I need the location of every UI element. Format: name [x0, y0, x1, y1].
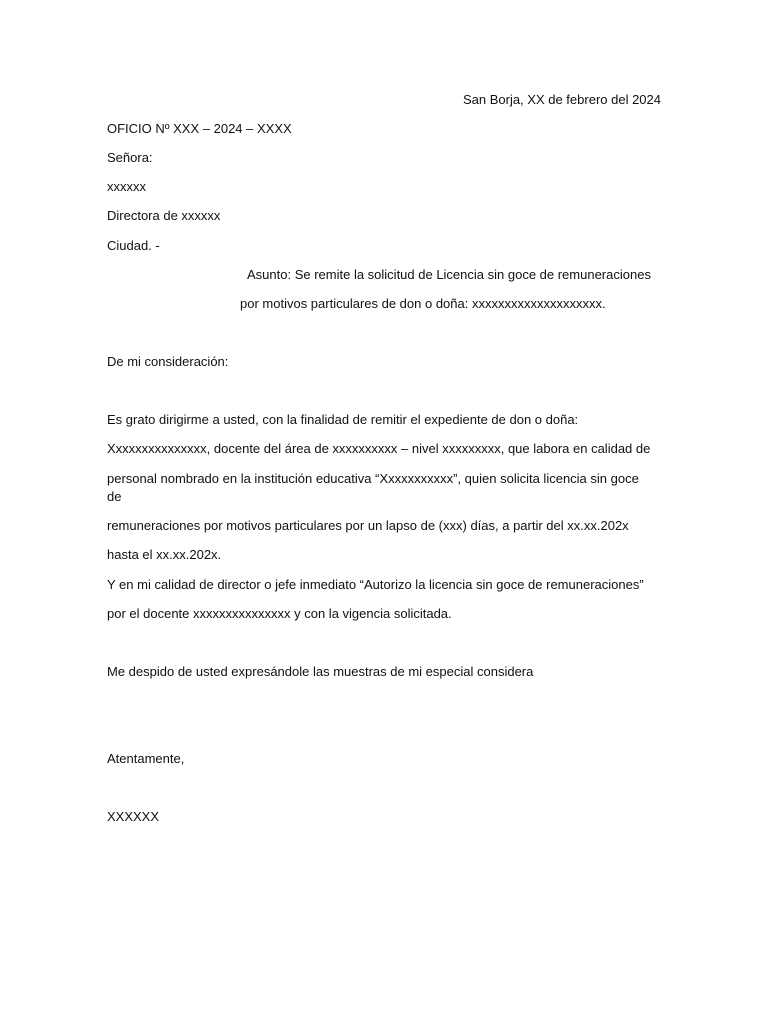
recipient-city: Ciudad. - [107, 238, 160, 253]
salutation-title: Señora: [107, 150, 153, 165]
body-line: hasta el xx.xx.202x. [107, 547, 222, 562]
letter-date: San Borja, XX de febrero del 2024 [462, 92, 661, 107]
farewell: Me despido de usted expresándole las muestras de mi especial considera [107, 664, 534, 679]
recipient-name: xxxxxx [107, 179, 146, 194]
subject-line-2: por motivos particulares de don o doña: xxxxxxxxxxxxxxxxxxxx. [240, 296, 606, 311]
letter-reference: OFICIO Nº XXX – 2024 – XXXX [107, 121, 292, 136]
subject-line-1: Asunto: Se remite la solicitud de Licencia sin goce de remuneraciones [247, 267, 651, 282]
recipient-position: Directora de xxxxxx [107, 208, 221, 223]
closing: Atentamente, [107, 751, 185, 766]
signature: XXXXXX [107, 809, 160, 824]
body-line: remuneraciones por motivos particulares por un lapso de (xxx) días, a partir del xx.xx.202x [107, 518, 629, 533]
greeting: De mi consideración: [107, 354, 229, 369]
body-line: Es grato dirigirme a usted, con la finalidad de remitir el expediente de don o doña: [107, 412, 579, 427]
body-line: de [107, 489, 122, 504]
body-line: Xxxxxxxxxxxxxxx, docente del área de xxxxxxxxxx – nivel xxxxxxxxx, que labora en calidad de [107, 441, 651, 456]
body-line: personal nombrado en la institución educativa “Xxxxxxxxxxx”, quien solicita licencia sin goce [107, 471, 639, 486]
body-line: Y en mi calidad de director o jefe inmediato “Autorizo la licencia sin goce de remuneraciones” [107, 577, 644, 592]
body-line: por el docente xxxxxxxxxxxxxxx y con la vigencia solicitada. [107, 606, 452, 621]
